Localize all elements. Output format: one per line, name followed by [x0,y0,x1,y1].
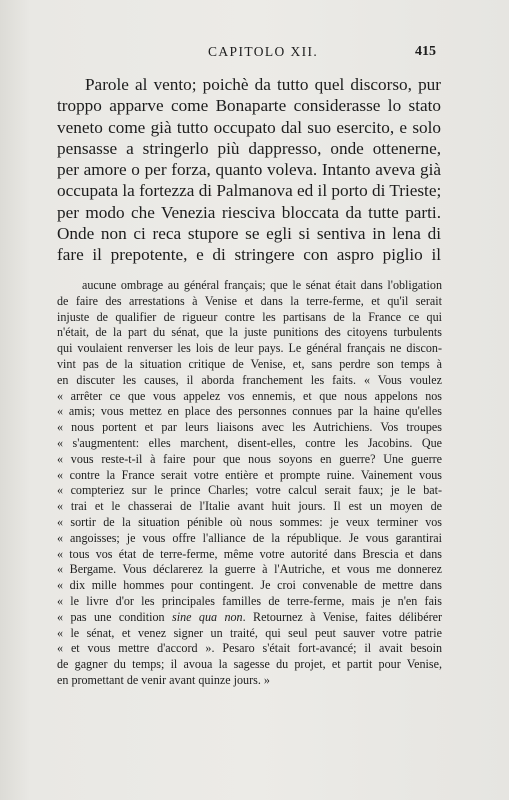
footnote-line: « dix mille hommes pour contingent. Je croi convenable de mettre dans [57,578,442,593]
running-title: CAPITOLO XII. [208,44,319,59]
footnote-line: « pas une condition sine qua non. Retournez à Venise, faites délibérer [57,609,443,624]
footnote-line: aucune ombrage au général français; que le sénat était dans l'obligation [82,278,442,292]
text-line: fare il prepotente, e di stringere con aspro piglio il [57,245,441,265]
italian-paragraph [57,74,441,266]
french-footnote [57,278,442,689]
footnote-line: « sortir de la situation pénible où nous sommes: je veux terminer vos [57,514,442,529]
footnote-line: injuste de qualifier de rigueur contre les partisans de la France ce qui [57,309,442,324]
footnote-line: en promettant de venir avant quinze jours. » [57,672,270,687]
footnote-line: n'était, de la part du sénat, que la juste punitions des citoyens turbulents [57,325,442,340]
text-line: troppo apparve come Bonaparte considerasse lo stato [57,96,441,116]
text-line: pensasse a stringerlo più dappresso, onde ottenerne, [57,138,441,158]
footnote-line: « trai et le chasserai de l'Italie avant huit jours. Il est un moyen de [57,499,442,514]
text-line: per modo che Venezia riesciva bloccata da tutte parti. [57,202,441,222]
text-line: occupata la fortezza di Palmanova ed il porto di Trieste; [57,181,442,201]
page-header [0,44,509,64]
footnote-line: qui voulaient renverser les lois de leur pays. Le général français ne discon- [57,341,442,356]
footnote-line: « tous vos état de terre-ferme, même votre autorité dans Brescia et dans [57,546,442,561]
footnote-line: de faire des arrestations à Venise et dans la terre-ferme, et qu'il serait [57,293,442,308]
footnote-line: en discuter les causes, il aborda franchement les faits. « Vous voulez [57,372,442,387]
footnote-line: « amis; vous mettez en place des personnes connues par la haine qu'elles [57,404,442,419]
footnote-line: « vous reste-t-il à faire pour que nous soyons en guerre? Une guerre [57,451,442,466]
footnote-line: « et vous mettre d'accord ». Pesaro s'était fort-avancé; il avait besoin [57,641,442,656]
footnote-line: de gagner du temps; il avoua la sagesse du projet, et partit pour Venise, [57,657,442,672]
page-number: 415 [415,44,436,59]
footnote-line: « le sénat, et venez signer un traité, qui seul peut sauver votre patrie [57,625,442,640]
text-line: Parole al vento; poichè da tutto quel discorso, pur [85,75,441,94]
footnote-line: « le livre d'or les principales familles de terre-ferme, mais je n'en fais [57,593,442,608]
footnote-line: « angoisses; je vous offre l'alliance de la république. Je vous garantirai [57,530,442,545]
text-line: veneto come già tutto occupato dal suo esercito, e solo [57,117,441,137]
footnote-line: vint pas de la situation critique de Venise, et, sans perdre son temps à [57,356,442,371]
text-line: Onde non ci reca stupore se egli si sentiva in lena di [57,224,441,244]
footnote-line: « Bergame. Vous déclarerez la guerre à l'Autriche, et vous me donnerez [57,562,442,577]
latin-phrase: sine qua non [172,609,243,624]
footnote-line: « contre la France serait votre entière et prompte ruine. Vainement vous [57,467,442,482]
footnote-line: « nous portent et par leurs liaisons avec les Autrichiens. Vos troupes [57,420,442,435]
footnote-line: « arrêter ce que vous appelez vos ennemis, et que nous appelons nos [57,388,442,403]
footnote-line: « s'augmentent: elles marchent, disent-elles, contre les Jacobins. Que [57,435,442,450]
footnote-line: « compteriez sur le prince Charles; votre calcul serait faux; je le bat- [57,483,442,498]
text-line: per amore o per forza, quanto voleva. Intanto aveva già [57,160,441,180]
